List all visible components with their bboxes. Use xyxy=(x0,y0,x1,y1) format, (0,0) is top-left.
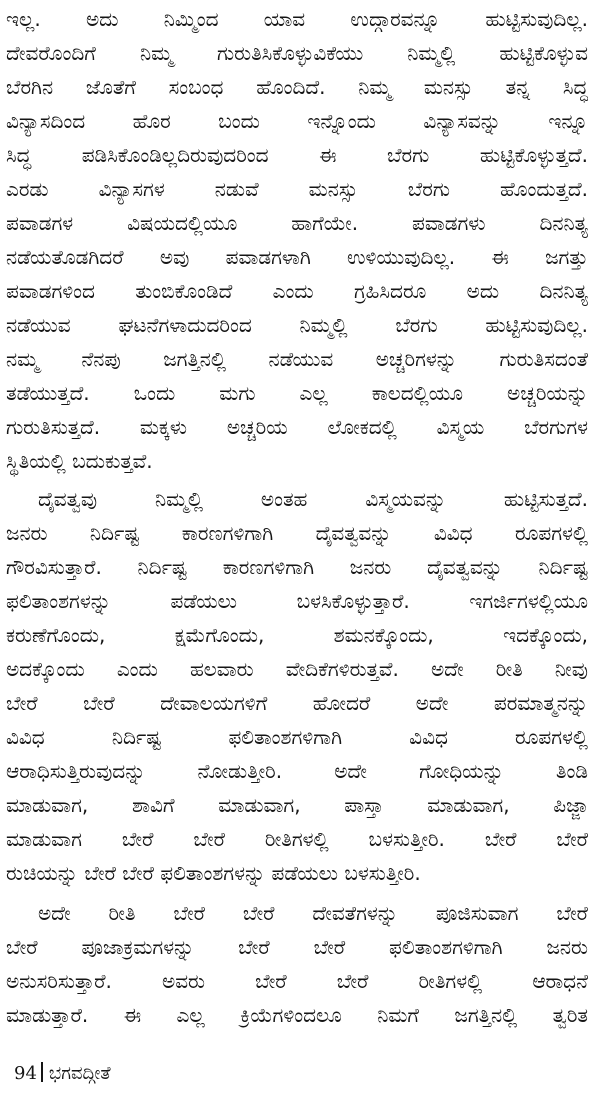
footer-divider xyxy=(41,1062,43,1082)
body-text-line: ಜನರು ನಿರ್ದಿಷ್ಟ ಕಾರಣಗಳಿಗಾಗಿ ದೈವತ್ವವನ್ನು ವಿವಿಧ ರೂಪಗಳಲ್ಲಿ xyxy=(6,521,588,545)
body-text-line: ಇಲ್ಲ. ಅದು ನಿಮ್ಮಿಂದ ಯಾವ ಉದ್ಗಾರವನ್ನೂ ಹುಟ್ಟಿಸುವುದಿಲ್ಲ. xyxy=(6,7,588,31)
book-title: ಭಗವದ್ಗೀತೆ xyxy=(48,1063,111,1084)
body-text-line: ನಮ್ಮ ನೆನಪು ಜಗತ್ತಿನಲ್ಲಿ ನಡೆಯುವ ಅಚ್ಚರಿಗಳನ್ನು ಗುರುತಿಸದಂತೆ xyxy=(6,347,588,371)
body-text-line: ಕರುಣೆಗೊಂದು, ಕ್ಷಮೆಗೊಂದು, ಶಮನಕ್ಕೊಂದು, ಇದಕ್ಕೊಂದು, xyxy=(6,623,588,647)
body-text-line: ವಿವಿಧ ನಿರ್ದಿಷ್ಟ ಫಲಿತಾಂಶಗಳಿಗಾಗಿ ವಿವಿಧ ರೂಪಗಳಲ್ಲಿ xyxy=(6,725,588,749)
body-text-line: ಆರಾಧಿಸುತ್ತಿರುವುದನ್ನು ನೋಡುತ್ತೀರಿ. ಅದೇ ಗೋಧಿಯನ್ನು ತಿಂಡಿ xyxy=(6,759,588,783)
body-text-line: ಎರಡು ವಿನ್ಯಾಸಗಳ ನಡುವೆ ಮನಸ್ಸು ಬೆರಗು ಹೊಂದುತ್ತದೆ. xyxy=(6,177,588,201)
body-text-line: ನಡೆಯುವ ಘಟನೆಗಳಾದುದರಿಂದ ನಿಮ್ಮಲ್ಲಿ ಬೆರಗು ಹುಟ್ಟಿಸುವುದಿಲ್ಲ. xyxy=(6,313,588,337)
body-text-line: ಅನುಸರಿಸುತ್ತಾರೆ. ಅವರು ಬೇರೆ ಬೇರೆ ರೀತಿಗಳಲ್ಲಿ ಆರಾಧನೆ xyxy=(6,969,588,993)
body-text-line: ಮಾಡುತ್ತಾರೆ. ಈ ಎಲ್ಲ ಕ್ರಿಯೆಗಳಿಂದಲೂ ನಿಮಗೆ ಜಗತ್ತಿನಲ್ಲಿ ತ್ವರಿತ xyxy=(6,1003,588,1027)
body-text-line: ಸ್ಥಿತಿಯಲ್ಲಿ ಬದುಕುತ್ತವೆ. xyxy=(6,449,153,473)
body-text-line: ಪವಾಡಗಳಿಂದ ತುಂಬಿಕೊಂಡಿದೆ ಎಂದು ಗ್ರಹಿಸಿದರೂ ಅದು ದಿನನಿತ್ಯ xyxy=(6,279,588,303)
body-text-line: ತಡೆಯುತ್ತದೆ. ಒಂದು ಮಗು ಎಲ್ಲ ಕಾಲದಲ್ಲಿಯೂ ಅಚ್ಚರಿಯನ್ನು xyxy=(6,381,588,405)
body-text-line: ಅದೇ ರೀತಿ ಬೇರೆ ಬೇರೆ ದೇವತೆಗಳನ್ನು ಪೂಜಿಸುವಾಗ ಬೇರೆ xyxy=(38,901,588,925)
body-text-line: ಬೇರೆ ಪೂಜಾಕ್ರಮಗಳನ್ನು ಬೇರೆ ಬೇರೆ ಫಲಿತಾಂಶಗಳಿಗಾಗಿ ಜನರು xyxy=(6,935,588,959)
body-text-line: ಗುರುತಿಸುತ್ತದೆ. ಮಕ್ಕಳು ಅಚ್ಚರಿಯ ಲೋಕದಲ್ಲಿ ವಿಸ್ಮಯ ಬೆರಗುಗಳ xyxy=(6,415,588,439)
body-text-line: ನಡೆಯತೊಡಗಿದರೆ ಅವು ಪವಾಡಗಳಾಗಿ ಉಳಿಯುವುದಿಲ್ಲ. ಈ ಜಗತ್ತು xyxy=(6,245,588,269)
body-text-line: ಬೆರಗಿನ ಜೊತೆಗೆ ಸಂಬಂಧ ಹೊಂದಿದೆ. ನಿಮ್ಮ ಮನಸ್ಸು ತನ್ನ ಸಿದ್ಧ xyxy=(6,75,588,99)
page-footer xyxy=(14,1060,111,1088)
page-number: 94 xyxy=(14,1063,37,1084)
body-text-line: ಮಾಡುವಾಗ, ಶಾವಿಗೆ ಮಾಡುವಾಗ, ಪಾಸ್ತಾ ಮಾಡುವಾಗ, ಪಿಜ್ಜಾ xyxy=(6,793,588,817)
body-text-line: ಫಲಿತಾಂಶಗಳನ್ನು ಪಡೆಯಲು ಬಳಸಿಕೊಳ್ಳುತ್ತಾರೆ. ಇಗರ್ಜಿಗಳಲ್ಲಿಯೂ xyxy=(6,589,588,613)
body-text-line: ಅದಕ್ಕೊಂದು ಎಂದು ಹಲವಾರು ವೇದಿಕೆಗಳಿರುತ್ತವೆ. ಅದೇ ರೀತಿ ನೀವು xyxy=(6,657,588,681)
body-text-line: ದೈವತ್ವವು ನಿಮ್ಮಲ್ಲಿ ಅಂತಹ ವಿಸ್ಮಯವನ್ನು ಹುಟ್ಟಿಸುತ್ತದೆ. xyxy=(38,487,588,511)
body-text-line: ವಿನ್ಯಾಸದಿಂದ ಹೊರ ಬಂದು ಇನ್ನೊಂದು ವಿನ್ಯಾಸವನ್ನು ಇನ್ನೂ xyxy=(6,109,588,133)
body-text-line: ಪವಾಡಗಳ ವಿಷಯದಲ್ಲಿಯೂ ಹಾಗೆಯೇ. ಪವಾಡಗಳು ದಿನನಿತ್ಯ xyxy=(6,211,588,235)
body-text-line: ರುಚಿಯನ್ನು ಬೇರೆ ಬೇರೆ ಫಲಿತಾಂಶಗಳನ್ನು ಪಡೆಯಲು ಬಳಸುತ್ತೀರಿ. xyxy=(6,861,421,885)
body-text-line: ಮಾಡುವಾಗ ಬೇರೆ ಬೇರೆ ರೀತಿಗಳಲ್ಲಿ ಬಳಸುತ್ತೀರಿ. ಬೇರೆ ಬೇರೆ xyxy=(6,827,588,851)
body-text-line: ಗೌರವಿಸುತ್ತಾರೆ. ನಿರ್ದಿಷ್ಟ ಕಾರಣಗಳಿಗಾಗಿ ಜನರು ದೈವತ್ವವನ್ನು ನಿರ್ದಿಷ್ಟ xyxy=(6,555,588,579)
body-text-line: ಸಿದ್ಧ ಪಡಿಸಿಕೊಂಡಿಲ್ಲದಿರುವುದರಿಂದ ಈ ಬೆರಗು ಹುಟ್ಟಿಕೊಳ್ಳುತ್ತದೆ. xyxy=(6,143,588,167)
body-text-line: ಬೇರೆ ಬೇರೆ ದೇವಾಲಯಗಳಿಗೆ ಹೋದರೆ ಅದೇ ಪರಮಾತ್ಮನನ್ನು xyxy=(6,691,588,715)
body-text-line: ದೇವರೊಂದಿಗೆ ನಿಮ್ಮ ಗುರುತಿಸಿಕೊಳ್ಳುವಿಕೆಯು ನಿಮ್ಮಲ್ಲಿ ಹುಟ್ಟಿಕೊಳ್ಳುವ xyxy=(6,41,588,65)
